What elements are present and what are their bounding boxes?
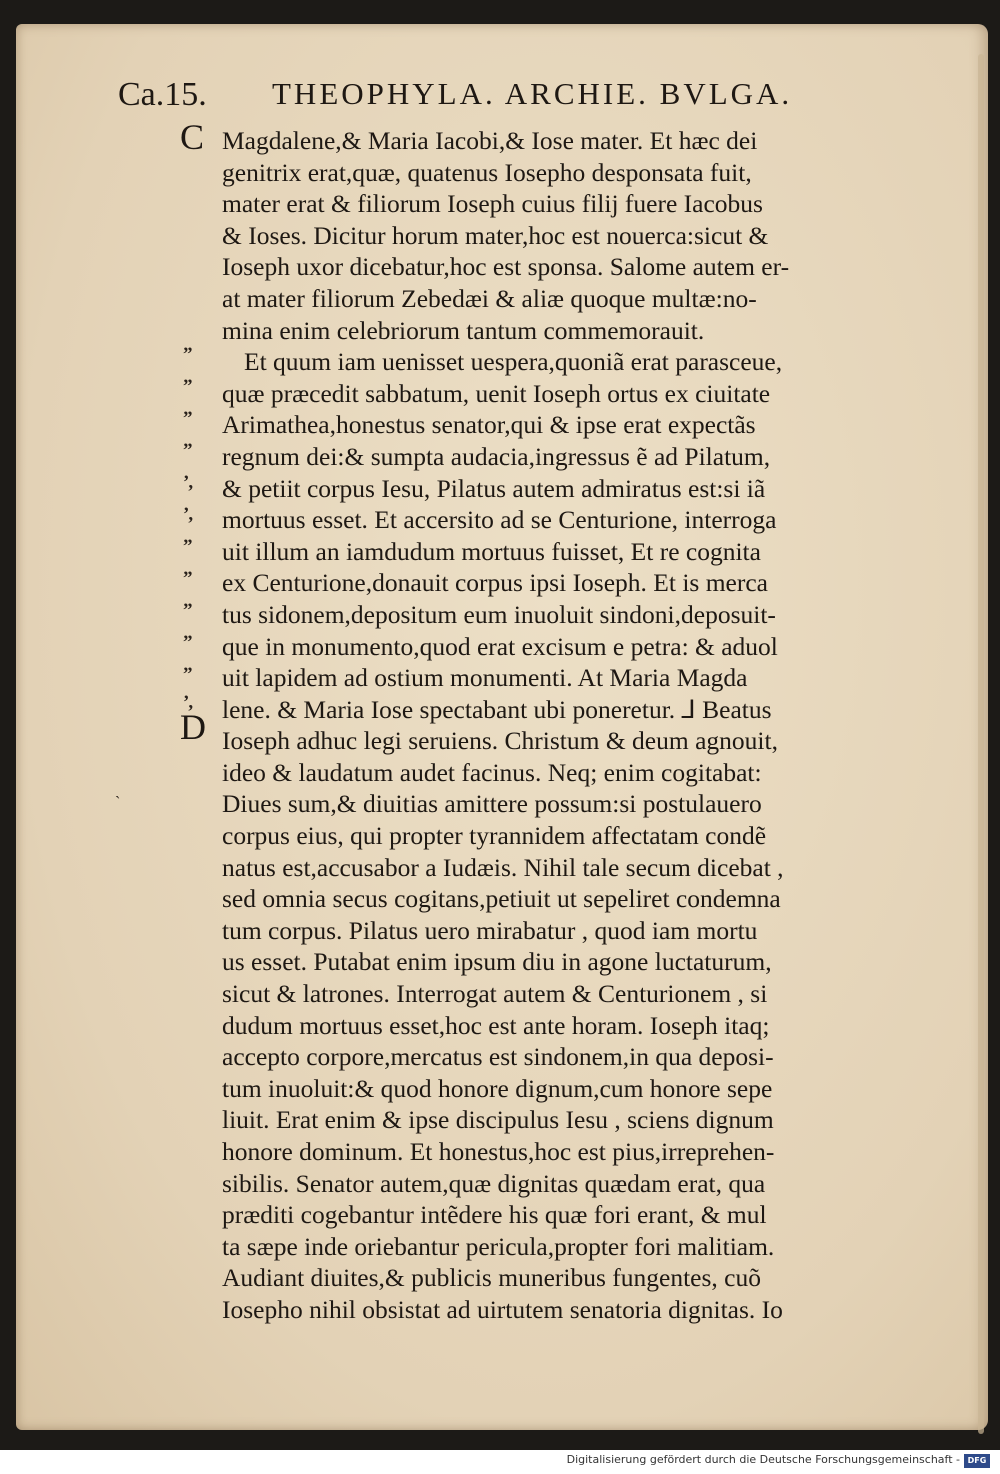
text-line: tus sidonem,depositum eum inuoluit sindoni,deposuit- bbox=[222, 599, 776, 629]
text-line: quæ præcedit sabbatum, uenit Ioseph ortus ex ciuitate bbox=[222, 378, 771, 408]
margin-quote-mark: ” bbox=[183, 344, 192, 365]
margin-quote-mark: ” bbox=[183, 632, 192, 653]
main-text bbox=[222, 125, 922, 1326]
text-line: genitrix erat,quæ, quatenus Iosepho desponsata fuit, bbox=[222, 157, 752, 187]
text-line: ideo & laudatum audet facinus. Neq; enim cogitabat: bbox=[222, 757, 762, 787]
text-line: sibilis. Senator autem,quæ dignitas quædam erat, qua bbox=[222, 1168, 766, 1198]
margin-letter-c: C bbox=[180, 117, 205, 157]
page-header bbox=[118, 76, 878, 124]
text-line: natus est,accusabor a Iudæis. Nihil tale secum dicebat , bbox=[222, 852, 784, 882]
margin-quote-mark: ” bbox=[183, 568, 192, 589]
text-line: corpus eius, qui propter tyrannidem affectatam condẽ bbox=[222, 821, 767, 851]
text-line: dudum mortuus esset,hoc est ante horam. Ioseph itaq; bbox=[222, 1010, 770, 1040]
dfg-logo: DFG bbox=[964, 1454, 990, 1468]
margin-quote-mark: ’, bbox=[183, 692, 193, 713]
text-line: us esset. Putabat enim ipsum diu in agone luctaturum, bbox=[222, 947, 772, 977]
text-line: Diues sum,& diuitias amittere possum:si postulauero bbox=[222, 789, 762, 819]
text-line: uit illum an iamdudum mortuus fuisset, Et re cognita bbox=[222, 536, 761, 566]
text-line: sed omnia secus cogitans,petiuit ut sepeliret condemna bbox=[222, 884, 781, 914]
margin-quote-mark: ” bbox=[183, 664, 192, 685]
text-line: uit lapidem ad ostium monumenti. At Maria Magda bbox=[222, 663, 748, 693]
funding-notice: Digitalisierung gefördert durch die Deutsche Forschungsgemeinschaft - bbox=[566, 1453, 960, 1466]
margin-quote-mark: ” bbox=[183, 440, 192, 461]
text-line: mater erat & filiorum Ioseph cuius filij fuere Iacobus bbox=[222, 189, 763, 219]
text-line: & petiit corpus Iesu, Pilatus autem admiratus est:si iã bbox=[222, 473, 766, 503]
text-line: tum inuoluit:& quod honore dignum,cum honore sepe bbox=[222, 1073, 773, 1103]
text-line: liuit. Erat enim & ipse discipulus Iesu , sciens dignum bbox=[222, 1105, 774, 1135]
running-title: THEOPHYLA. ARCHIE. BVLGA. bbox=[272, 76, 793, 111]
text-line: accepto corpore,mercatus est sindonem,in qua deposi- bbox=[222, 1042, 774, 1072]
text-line: mina enim celebriorum tantum commemorauit. bbox=[222, 315, 705, 345]
text-line: honore dominum. Et honestus,hoc est pius,irreprehen- bbox=[222, 1137, 775, 1166]
text-line: Arimathea,honestus senator,qui & ipse erat expectãs bbox=[222, 410, 756, 440]
text-line: ex Centurione,donauit corpus ipsi Ioseph. Et is merca bbox=[222, 568, 768, 598]
text-line: lene. & Maria Iose spectabant ubi poneretur. ⅃ Beatus bbox=[222, 694, 772, 724]
text-line: regnum dei:& sumpta audacia,ingressus ẽ ad Pilatum, bbox=[222, 441, 771, 471]
margin-quote-mark: ’, bbox=[183, 504, 193, 525]
text-line: at mater filiorum Zebedæi & aliæ quoque multæ:no- bbox=[222, 283, 757, 313]
text-line: Et quum iam uenisset uespera,quoniã erat parasceue, bbox=[244, 347, 783, 377]
margin-quote-mark: ” bbox=[183, 536, 192, 557]
footer-bar bbox=[0, 1450, 1000, 1474]
margin-quote-mark: ” bbox=[183, 600, 192, 621]
margin-quote-mark: ” bbox=[183, 376, 192, 397]
text-line: que in monumento,quod erat excisum e petra: & aduol bbox=[222, 631, 778, 661]
chapter-number: Ca.15. bbox=[118, 76, 207, 113]
text-line: ta sæpe inde oriebantur pericula,propter fori malitiam. bbox=[222, 1231, 775, 1261]
text-line: & Ioses. Dicitur horum mater,hoc est nouerca:sicut & bbox=[222, 220, 769, 250]
text-line: Iosepho nihil obsistat ad uirtutem senatoria dignitas. Io bbox=[222, 1294, 783, 1324]
text-line: Audiant diuites,& publicis muneribus fungentes, cuõ bbox=[222, 1263, 761, 1293]
text-line: mortuus esset. Et accersito ad se Centurione, interroga bbox=[222, 505, 777, 535]
text-line: sicut & latrones. Interrogat autem & Centurionem , si bbox=[222, 979, 768, 1009]
text-line: tum corpus. Pilatus uero mirabatur , quod iam mortu bbox=[222, 915, 758, 945]
page-edge bbox=[978, 54, 984, 1434]
margin-letter-d: D bbox=[180, 707, 206, 747]
text-line: Ioseph adhuc legi seruiens. Christum & deum agnouit, bbox=[222, 726, 778, 756]
text-line: Magdalene,& Maria Iacobi,& Iose mater. Et hæc dei bbox=[222, 126, 758, 155]
stray-mark: ˎ bbox=[115, 782, 121, 799]
margin-quote-mark: ’, bbox=[183, 472, 193, 493]
text-line: præditi cogebantur intẽdere his quæ fori erant, & mul bbox=[222, 1200, 767, 1230]
text-line: Ioseph uxor dicebatur,hoc est sponsa. Salome autem er- bbox=[222, 252, 790, 282]
margin-quote-mark: ” bbox=[183, 408, 192, 429]
